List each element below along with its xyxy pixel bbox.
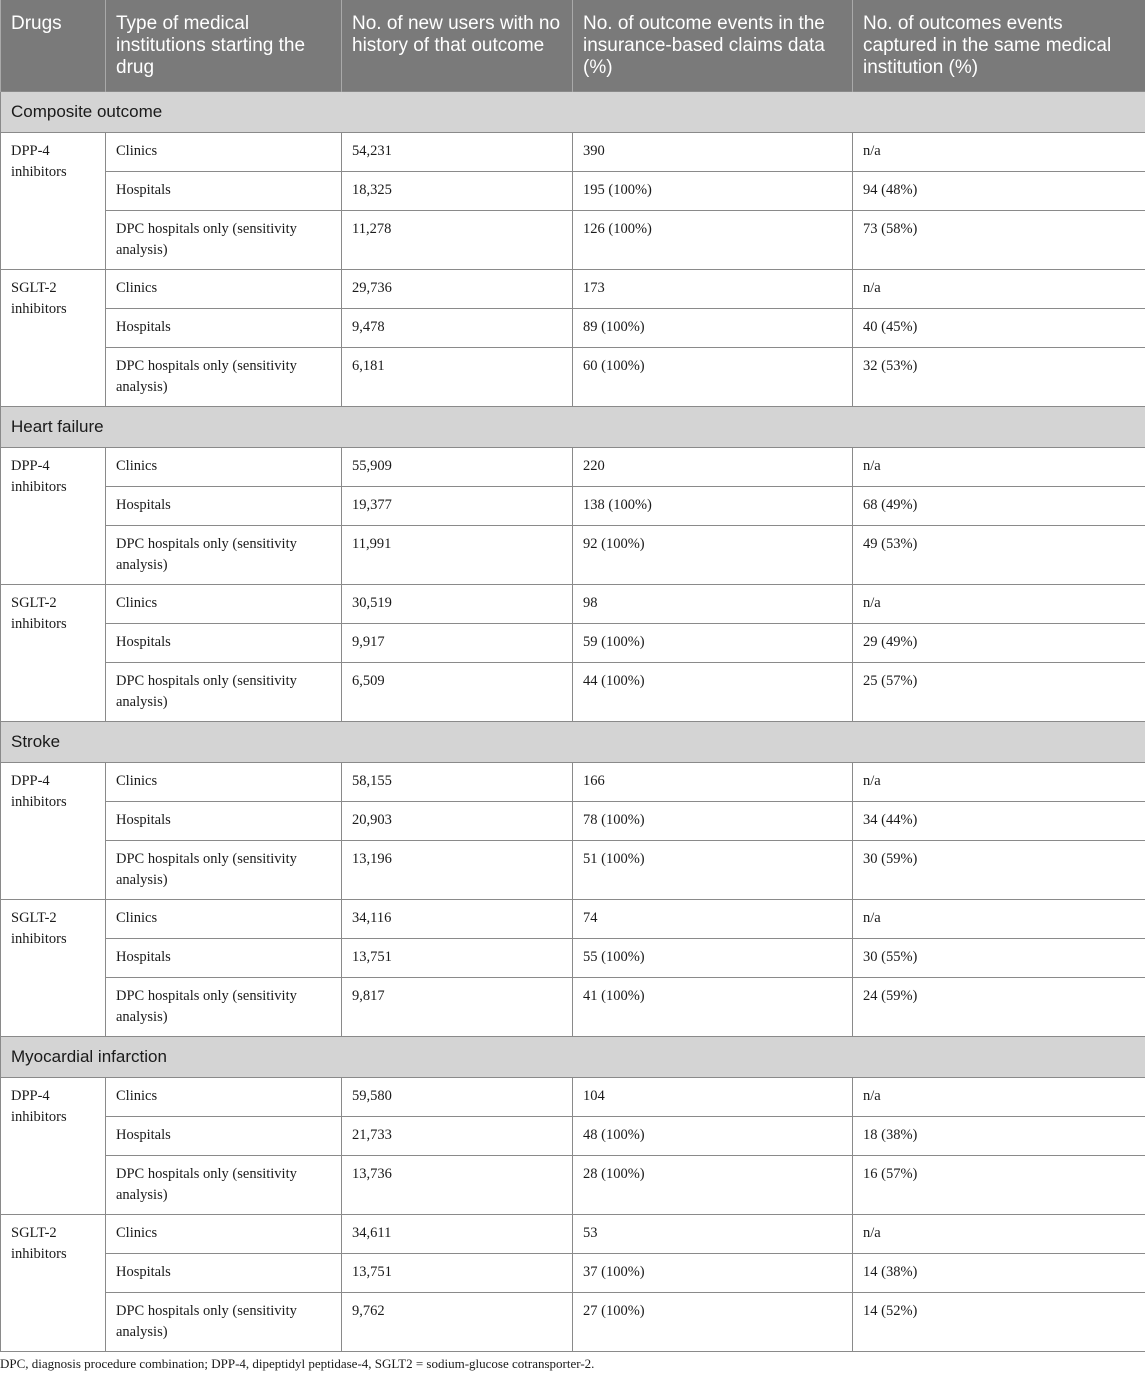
captured-events-cell: 18 (38%) xyxy=(853,1117,1145,1156)
header-new-users: No. of new users with no history of that outcome xyxy=(342,0,573,92)
new-users-cell: 9,917 xyxy=(342,624,573,663)
institution-type-cell: Clinics xyxy=(106,763,342,802)
captured-events-cell: 24 (59%) xyxy=(853,978,1145,1037)
table-row xyxy=(1,841,1145,900)
section-row xyxy=(1,92,1145,133)
table-row xyxy=(1,978,1145,1037)
outcome-events-cell: 44 (100%) xyxy=(573,663,853,722)
institution-type-cell: DPC hospitals only (sensitivity analysis) xyxy=(106,1156,342,1215)
header-row xyxy=(1,0,1145,92)
section-row xyxy=(1,407,1145,448)
table-row xyxy=(1,487,1145,526)
drug-cell: DPP-4 inhibitors xyxy=(1,1078,106,1215)
table-row xyxy=(1,348,1145,407)
new-users-cell: 59,580 xyxy=(342,1078,573,1117)
institution-type-cell: DPC hospitals only (sensitivity analysis) xyxy=(106,1293,342,1352)
captured-events-cell: n/a xyxy=(853,1215,1145,1254)
new-users-cell: 29,736 xyxy=(342,270,573,309)
new-users-cell: 55,909 xyxy=(342,448,573,487)
table-body xyxy=(1,92,1145,1352)
outcome-events-cell: 220 xyxy=(573,448,853,487)
captured-events-cell: n/a xyxy=(853,448,1145,487)
institution-type-cell: Hospitals xyxy=(106,624,342,663)
institution-type-cell: Hospitals xyxy=(106,172,342,211)
section-row xyxy=(1,1037,1145,1078)
captured-events-cell: 25 (57%) xyxy=(853,663,1145,722)
table-row xyxy=(1,526,1145,585)
outcome-events-cell: 59 (100%) xyxy=(573,624,853,663)
section-title: Heart failure xyxy=(1,407,1145,448)
outcome-events-cell: 89 (100%) xyxy=(573,309,853,348)
table-row xyxy=(1,1215,1145,1254)
table-row xyxy=(1,172,1145,211)
section-title: Myocardial infarction xyxy=(1,1037,1145,1078)
table-row xyxy=(1,1117,1145,1156)
header-institution-type: Type of medical institutions starting the drug xyxy=(106,0,342,92)
institution-type-cell: Hospitals xyxy=(106,1254,342,1293)
institution-type-cell: Hospitals xyxy=(106,309,342,348)
captured-events-cell: n/a xyxy=(853,585,1145,624)
header-drugs: Drugs xyxy=(1,0,106,92)
captured-events-cell: 49 (53%) xyxy=(853,526,1145,585)
institution-type-cell: DPC hospitals only (sensitivity analysis) xyxy=(106,841,342,900)
outcome-events-cell: 48 (100%) xyxy=(573,1117,853,1156)
institution-type-cell: DPC hospitals only (sensitivity analysis) xyxy=(106,663,342,722)
new-users-cell: 9,478 xyxy=(342,309,573,348)
new-users-cell: 20,903 xyxy=(342,802,573,841)
table-row xyxy=(1,663,1145,722)
outcome-events-cell: 126 (100%) xyxy=(573,211,853,270)
captured-events-cell: 29 (49%) xyxy=(853,624,1145,663)
drug-cell: SGLT-2 inhibitors xyxy=(1,900,106,1037)
institution-type-cell: Clinics xyxy=(106,270,342,309)
new-users-cell: 11,991 xyxy=(342,526,573,585)
outcome-events-cell: 173 xyxy=(573,270,853,309)
table-row xyxy=(1,270,1145,309)
captured-events-cell: 32 (53%) xyxy=(853,348,1145,407)
section-title: Composite outcome xyxy=(1,92,1145,133)
captured-events-cell: n/a xyxy=(853,763,1145,802)
outcome-events-cell: 138 (100%) xyxy=(573,487,853,526)
captured-events-cell: 73 (58%) xyxy=(853,211,1145,270)
new-users-cell: 34,611 xyxy=(342,1215,573,1254)
outcome-events-cell: 74 xyxy=(573,900,853,939)
outcome-events-cell: 92 (100%) xyxy=(573,526,853,585)
institution-type-cell: Clinics xyxy=(106,448,342,487)
new-users-cell: 6,509 xyxy=(342,663,573,722)
captured-events-cell: 14 (38%) xyxy=(853,1254,1145,1293)
section-title: Stroke xyxy=(1,722,1145,763)
new-users-cell: 6,181 xyxy=(342,348,573,407)
table-row xyxy=(1,900,1145,939)
table-row xyxy=(1,624,1145,663)
table-row xyxy=(1,1254,1145,1293)
outcome-events-cell: 51 (100%) xyxy=(573,841,853,900)
table-row xyxy=(1,1156,1145,1215)
institution-type-cell: Hospitals xyxy=(106,487,342,526)
new-users-cell: 13,751 xyxy=(342,1254,573,1293)
captured-events-cell: n/a xyxy=(853,133,1145,172)
captured-events-cell: 16 (57%) xyxy=(853,1156,1145,1215)
outcome-events-cell: 166 xyxy=(573,763,853,802)
table-row xyxy=(1,802,1145,841)
new-users-cell: 18,325 xyxy=(342,172,573,211)
drug-cell: DPP-4 inhibitors xyxy=(1,448,106,585)
drug-cell: SGLT-2 inhibitors xyxy=(1,270,106,407)
captured-events-cell: 40 (45%) xyxy=(853,309,1145,348)
header-captured-events: No. of outcomes events captured in the same medical institution (%) xyxy=(853,0,1145,92)
table-row xyxy=(1,1078,1145,1117)
new-users-cell: 58,155 xyxy=(342,763,573,802)
outcome-events-cell: 28 (100%) xyxy=(573,1156,853,1215)
captured-events-cell: n/a xyxy=(853,1078,1145,1117)
outcome-events-cell: 195 (100%) xyxy=(573,172,853,211)
drug-cell: SGLT-2 inhibitors xyxy=(1,1215,106,1352)
captured-events-cell: n/a xyxy=(853,270,1145,309)
table-row xyxy=(1,763,1145,802)
captured-events-cell: 94 (48%) xyxy=(853,172,1145,211)
outcome-events-cell: 55 (100%) xyxy=(573,939,853,978)
captured-events-cell: 68 (49%) xyxy=(853,487,1145,526)
drug-cell: DPP-4 inhibitors xyxy=(1,133,106,270)
table-row xyxy=(1,211,1145,270)
new-users-cell: 13,736 xyxy=(342,1156,573,1215)
institution-type-cell: DPC hospitals only (sensitivity analysis) xyxy=(106,348,342,407)
table-row xyxy=(1,939,1145,978)
outcome-events-cell: 53 xyxy=(573,1215,853,1254)
section-row xyxy=(1,722,1145,763)
institution-type-cell: Clinics xyxy=(106,1078,342,1117)
outcome-events-cell: 27 (100%) xyxy=(573,1293,853,1352)
captured-events-cell: n/a xyxy=(853,900,1145,939)
institution-type-cell: Clinics xyxy=(106,900,342,939)
institution-type-cell: DPC hospitals only (sensitivity analysis) xyxy=(106,526,342,585)
captured-events-cell: 30 (55%) xyxy=(853,939,1145,978)
new-users-cell: 13,751 xyxy=(342,939,573,978)
table-row xyxy=(1,448,1145,487)
table-row xyxy=(1,309,1145,348)
new-users-cell: 21,733 xyxy=(342,1117,573,1156)
header-outcome-events: No. of outcome events in the insurance-based claims data (%) xyxy=(573,0,853,92)
institution-type-cell: Hospitals xyxy=(106,939,342,978)
outcome-events-cell: 98 xyxy=(573,585,853,624)
new-users-cell: 9,817 xyxy=(342,978,573,1037)
outcome-events-cell: 41 (100%) xyxy=(573,978,853,1037)
institution-type-cell: Clinics xyxy=(106,585,342,624)
outcome-events-cell: 78 (100%) xyxy=(573,802,853,841)
drug-cell: DPP-4 inhibitors xyxy=(1,763,106,900)
table-header xyxy=(1,0,1145,92)
outcome-events-cell: 104 xyxy=(573,1078,853,1117)
new-users-cell: 13,196 xyxy=(342,841,573,900)
table-footnote: DPC, diagnosis procedure combination; DPP-4, dipeptidyl peptidase-4, SGLT2 = sodium-glucose cotransporter-2. xyxy=(0,1356,595,1371)
new-users-cell: 9,762 xyxy=(342,1293,573,1352)
institution-type-cell: Clinics xyxy=(106,133,342,172)
outcome-events-cell: 60 (100%) xyxy=(573,348,853,407)
table-row xyxy=(1,1293,1145,1352)
captured-events-cell: 30 (59%) xyxy=(853,841,1145,900)
new-users-cell: 11,278 xyxy=(342,211,573,270)
new-users-cell: 54,231 xyxy=(342,133,573,172)
table-row xyxy=(1,133,1145,172)
institution-type-cell: Hospitals xyxy=(106,802,342,841)
institution-type-cell: Hospitals xyxy=(106,1117,342,1156)
new-users-cell: 30,519 xyxy=(342,585,573,624)
table-row xyxy=(1,585,1145,624)
drug-cell: SGLT-2 inhibitors xyxy=(1,585,106,722)
new-users-cell: 19,377 xyxy=(342,487,573,526)
outcome-events-cell: 390 xyxy=(573,133,853,172)
new-users-cell: 34,116 xyxy=(342,900,573,939)
institution-type-cell: DPC hospitals only (sensitivity analysis) xyxy=(106,211,342,270)
captured-events-cell: 34 (44%) xyxy=(853,802,1145,841)
institution-type-cell: Clinics xyxy=(106,1215,342,1254)
institution-type-cell: DPC hospitals only (sensitivity analysis) xyxy=(106,978,342,1037)
captured-events-cell: 14 (52%) xyxy=(853,1293,1145,1352)
outcome-events-cell: 37 (100%) xyxy=(573,1254,853,1293)
